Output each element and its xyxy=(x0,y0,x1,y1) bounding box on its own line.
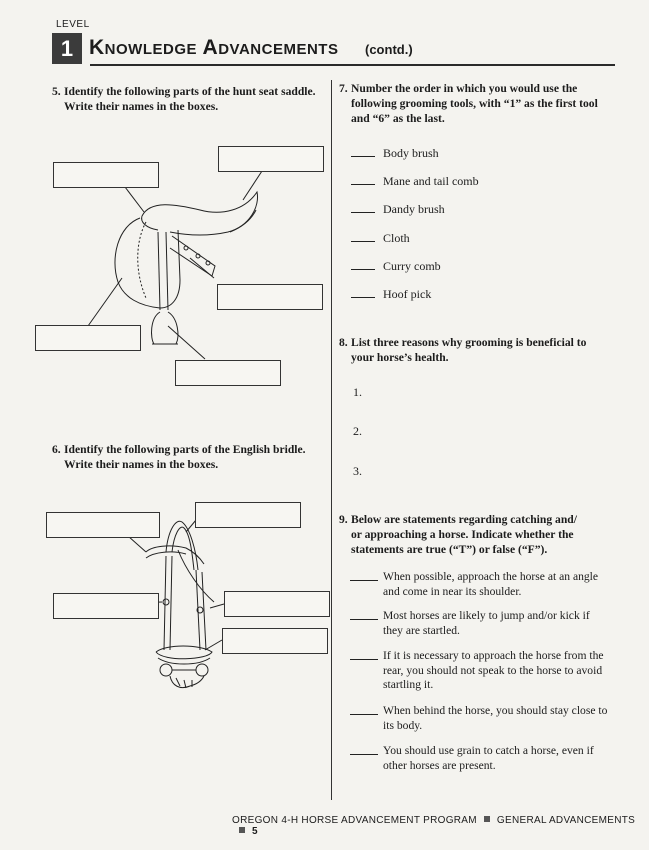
question-9-line1: Below are statements regarding catching and/ xyxy=(351,513,577,526)
question-9 xyxy=(339,512,614,557)
true-false-statement xyxy=(350,744,612,773)
order-blank[interactable] xyxy=(351,202,375,213)
page-number: 5 xyxy=(252,826,258,837)
column-divider xyxy=(331,80,332,800)
grooming-tool-row xyxy=(351,259,441,274)
saddle-answer-box-3[interactable] xyxy=(217,284,323,310)
question-5 xyxy=(52,84,322,114)
question-8-number: 8. xyxy=(339,336,348,349)
order-blank[interactable] xyxy=(351,174,375,185)
grooming-tool-row xyxy=(351,202,445,217)
saddle-answer-box-1[interactable] xyxy=(53,162,159,188)
answer-line-number: 2. xyxy=(353,424,362,438)
question-8 xyxy=(339,335,614,365)
footer-separator xyxy=(484,816,490,822)
saddle-answer-box-4[interactable] xyxy=(35,325,141,351)
level-badge: 1 xyxy=(52,33,82,64)
saddle-leader-2 xyxy=(243,171,262,200)
true-false-statement xyxy=(350,570,612,599)
question-6-line2: Write their names in the boxes. xyxy=(64,458,219,471)
statement-text: You should use grain to catch a horse, even if other horses are present. xyxy=(383,744,594,772)
question-7-number: 7. xyxy=(339,82,348,95)
level-label: LEVEL xyxy=(56,19,90,30)
saddle-answer-box-5[interactable] xyxy=(175,360,281,386)
question-7 xyxy=(339,81,614,126)
grooming-tool-row xyxy=(351,174,479,189)
question-9-line2: or approaching a horse. Indicate whether the xyxy=(351,528,574,541)
question-8-line1: List three reasons why grooming is beneficial to xyxy=(351,336,587,349)
statement-text: Most horses are likely to jump and/or kick if they are startled. xyxy=(383,609,590,637)
true-false-blank[interactable] xyxy=(350,754,378,755)
question-7-line1: Number the order in which you would use the xyxy=(351,82,578,95)
statement-text: When possible, approach the horse at an angle and come in near its shoulder. xyxy=(383,570,599,598)
bridle-answer-box-3[interactable] xyxy=(53,593,159,619)
saddle-leader-1 xyxy=(125,187,144,212)
true-false-blank[interactable] xyxy=(350,619,378,620)
grooming-tool-label: Cloth xyxy=(383,231,410,245)
grooming-tool-label: Curry comb xyxy=(383,259,441,273)
grooming-tool-label: Mane and tail comb xyxy=(383,174,479,188)
true-false-statement xyxy=(350,609,612,638)
grooming-tool-label: Dandy brush xyxy=(383,202,445,216)
statement-text: If it is necessary to approach the horse from the rear, you should not speak to the horse to avoid startling it. xyxy=(383,649,604,691)
bridle-leader-1 xyxy=(128,536,146,552)
saddle-leader-4 xyxy=(88,278,122,326)
true-false-statement xyxy=(350,704,612,733)
bridle-answer-box-5[interactable] xyxy=(222,628,328,654)
question-9-number: 9. xyxy=(339,513,348,526)
saddle-leader-5 xyxy=(168,326,205,359)
title-rule xyxy=(90,64,615,66)
grooming-tool-row xyxy=(351,146,439,161)
page-subtitle: (contd.) xyxy=(365,42,413,57)
page-title: Knowledge Advancements xyxy=(89,36,339,59)
bridle-answer-box-2[interactable] xyxy=(195,502,301,528)
answer-line-number: 3. xyxy=(353,464,362,478)
answer-line-number: 1. xyxy=(353,385,362,399)
true-false-blank[interactable] xyxy=(350,659,378,660)
question-7-line3: and “6” as the last. xyxy=(351,112,445,125)
question-5-number: 5. xyxy=(52,85,61,98)
question-8-line2: your horse’s health. xyxy=(351,351,449,364)
order-blank[interactable] xyxy=(351,259,375,270)
footer-program: OREGON 4-H HORSE ADVANCEMENT PROGRAM xyxy=(232,815,477,826)
true-false-statement xyxy=(350,649,612,693)
page-footer xyxy=(232,815,649,837)
question-5-line1: Identify the following parts of the hunt seat saddle. xyxy=(64,85,316,98)
true-false-blank[interactable] xyxy=(350,580,378,581)
question-7-line2: following grooming tools, with “1” as the first tool xyxy=(351,97,598,110)
bridle-answer-box-1[interactable] xyxy=(46,512,160,538)
grooming-tool-row xyxy=(351,231,410,246)
grooming-tool-label: Hoof pick xyxy=(383,287,432,301)
saddle-answer-box-2[interactable] xyxy=(218,146,324,172)
bridle-answer-box-4[interactable] xyxy=(224,591,330,617)
order-blank[interactable] xyxy=(351,287,375,298)
footer-section: GENERAL ADVANCEMENTS xyxy=(496,815,636,826)
grooming-tool-row xyxy=(351,287,431,302)
order-blank[interactable] xyxy=(351,146,375,157)
bridle-leader-5 xyxy=(205,640,222,650)
question-9-line3: statements are true (“T”) or false (“F”). xyxy=(351,543,548,556)
true-false-blank[interactable] xyxy=(350,714,378,715)
question-6-line1: Identify the following parts of the English bridle. xyxy=(64,443,306,456)
question-5-line2: Write their names in the boxes. xyxy=(64,100,219,113)
question-6 xyxy=(52,442,322,472)
order-blank[interactable] xyxy=(351,231,375,242)
statement-text: When behind the horse, you should stay close to its body. xyxy=(383,704,608,732)
grooming-tool-label: Body brush xyxy=(383,146,439,160)
footer-separator xyxy=(239,827,245,833)
question-6-number: 6. xyxy=(52,443,61,456)
bridle-leader-4 xyxy=(210,604,224,608)
